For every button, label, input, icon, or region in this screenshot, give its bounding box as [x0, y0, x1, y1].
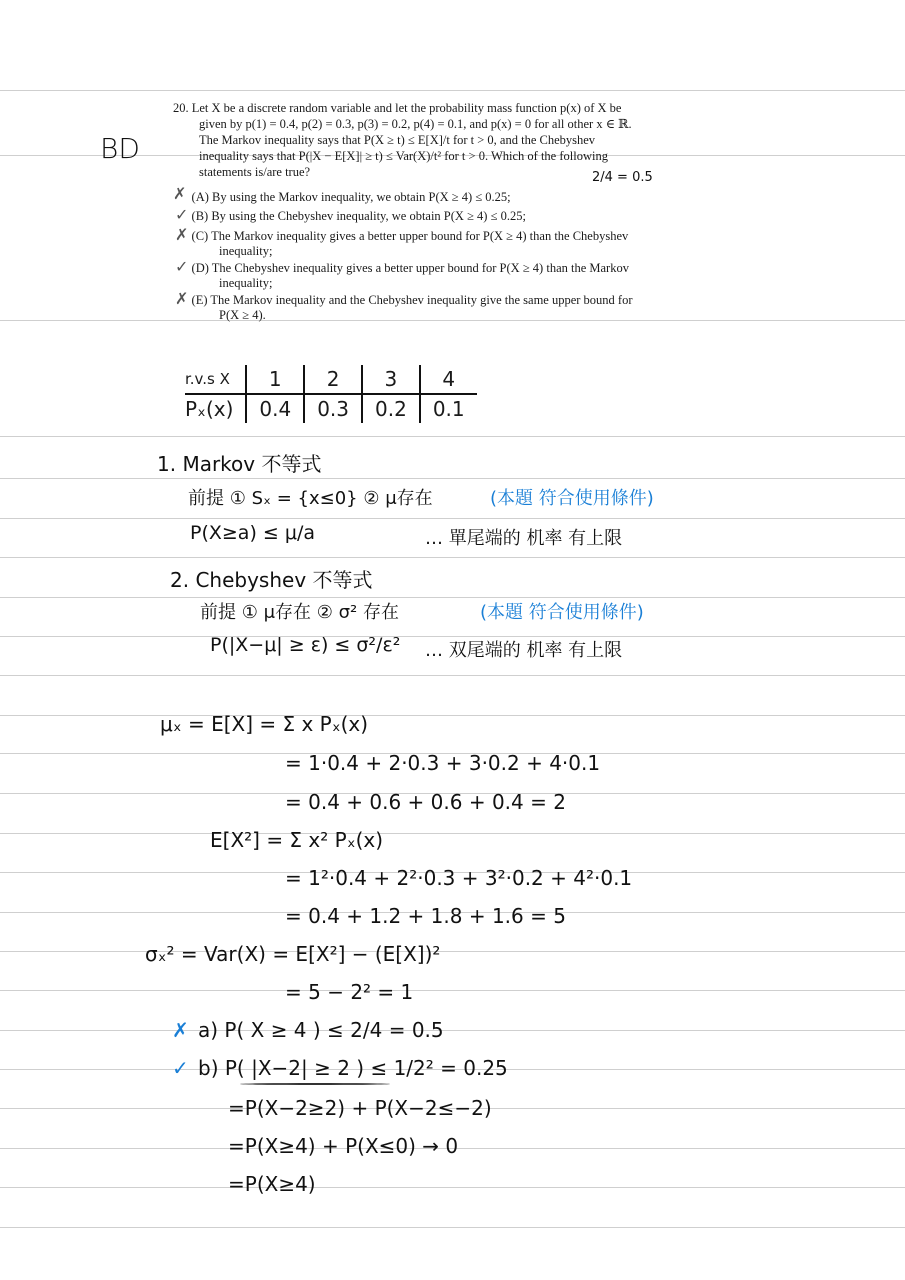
solution-b: b) P( |X−2| ≥ 2 ) ≤ 1/2² = 0.25 — [198, 1056, 508, 1080]
chebyshev-formula: P(|X−μ| ≥ ε) ≤ σ²/ε² — [210, 634, 401, 656]
calc-line: = 5 − 2² = 1 — [285, 980, 414, 1004]
solution-step: =P(X−2≥2) + P(X−2≤−2) — [228, 1096, 492, 1120]
option-text: (E) The Markov inequality and the Chebyshev inequality give the same upper bound for — [191, 293, 633, 307]
option-d — [175, 259, 629, 291]
calc-line: = 1·0.4 + 2·0.3 + 3·0.2 + 4·0.1 — [285, 751, 601, 775]
markov-description: … 單尾端的 机率 有上限 — [425, 528, 623, 549]
option-text: (D) The Chebyshev inequality gives a better upper bound for P(X ≥ 4) than the Markov — [191, 261, 629, 275]
markov-title: 1. Markov 不等式 — [157, 452, 322, 476]
check-mark-icon: ✓ — [175, 257, 189, 276]
question-line: statements is/are true? — [199, 165, 311, 179]
calc-line: = 0.4 + 0.6 + 0.6 + 0.4 = 2 — [285, 790, 566, 814]
cross-mark-icon: ✗ — [172, 1018, 189, 1042]
question-line: The Markov inequality says that P(X ≥ t) ≤ E[X]/t for t > 0, and the Chebyshev — [199, 133, 596, 147]
table-cell: 0.2 — [362, 394, 420, 423]
table-cell: 0.4 — [246, 394, 304, 423]
markov-condition-note: (本題 符合使用條件) — [490, 488, 654, 509]
option-c — [175, 227, 628, 259]
calc-line: σₓ² = Var(X) = E[X²] − (E[X])² — [145, 942, 441, 966]
option-text: (C) The Markov inequality gives a better upper bound for P(X ≥ 4) than the Chebyshev — [191, 229, 629, 243]
option-a — [173, 184, 511, 205]
table-row — [185, 394, 477, 423]
question-annotation: 2/4 = 0.5 — [592, 170, 653, 185]
option-continuation: inequality; — [219, 244, 273, 258]
table-cell: 0.3 — [304, 394, 362, 423]
table-cell: 4 — [420, 365, 477, 394]
solution-a: a) P( X ≥ 4 ) ≤ 2/4 = 0.5 — [198, 1018, 444, 1042]
option-continuation: P(X ≥ 4). — [219, 308, 266, 322]
markov-premise: 前提 ① Sₓ = {x≤0} ② μ存在 — [188, 488, 433, 509]
cross-mark-icon: ✗ — [175, 289, 189, 308]
chebyshev-description: … 双尾端的 机率 有上限 — [425, 640, 623, 661]
question-text — [173, 100, 713, 180]
pmf-table — [185, 365, 477, 423]
markov-formula: P(X≥a) ≤ μ/a — [190, 522, 315, 544]
question-line: inequality says that P(|X − E[X]| ≥ t) ≤ Var(X)/t² for t > 0. Which of the following — [199, 149, 608, 163]
option-e — [175, 291, 633, 323]
underline — [240, 1083, 390, 1085]
question-line: given by p(1) = 0.4, p(2) = 0.3, p(3) = 0.2, p(4) = 0.1, and p(x) = 0 for all other x ∈ ℝ. — [199, 117, 632, 131]
chebyshev-condition-note: (本題 符合使用條件) — [480, 602, 644, 623]
table-cell: 1 — [246, 365, 304, 394]
option-continuation: inequality; — [219, 276, 273, 290]
table-cell: Pₓ(x) — [185, 394, 246, 423]
cross-mark-icon: ✗ — [175, 225, 189, 244]
question-line: 20. Let X be a discrete random variable and let the probability mass function p(x) of X be — [173, 101, 622, 115]
table-cell: r.v.s X — [185, 365, 246, 394]
solution-step: =P(X≥4) — [228, 1172, 316, 1196]
cross-mark-icon: ✗ — [173, 184, 187, 203]
option-b — [175, 207, 526, 224]
calc-line: E[X²] = Σ x² Pₓ(x) — [210, 828, 384, 852]
calc-line: μₓ = E[X] = Σ x Pₓ(x) — [160, 712, 369, 736]
table-cell: 0.1 — [432, 397, 465, 421]
check-mark-icon: ✓ — [172, 1056, 189, 1080]
calc-line: = 1²·0.4 + 2²·0.3 + 3²·0.2 + 4²·0.1 — [285, 866, 633, 890]
chebyshev-premise: 前提 ① μ存在 ② σ² 存在 — [200, 602, 399, 623]
table-cell: 3 — [362, 365, 420, 394]
answer-label: BD — [100, 132, 140, 165]
check-mark-icon: ✓ — [175, 205, 189, 224]
option-text: (B) By using the Chebyshev inequality, we obtain P(X ≥ 4) ≤ 0.25; — [191, 209, 526, 223]
calc-line: = 0.4 + 1.2 + 1.8 + 1.6 = 5 — [285, 904, 566, 928]
table-cell: 2 — [304, 365, 362, 394]
option-text: (A) By using the Markov inequality, we obtain P(X ≥ 4) ≤ 0.25; — [191, 190, 511, 204]
table-row — [185, 365, 477, 394]
solution-step: =P(X≥4) + P(X≤0) → 0 — [228, 1134, 459, 1158]
chebyshev-title: 2. Chebyshev 不等式 — [170, 568, 373, 592]
